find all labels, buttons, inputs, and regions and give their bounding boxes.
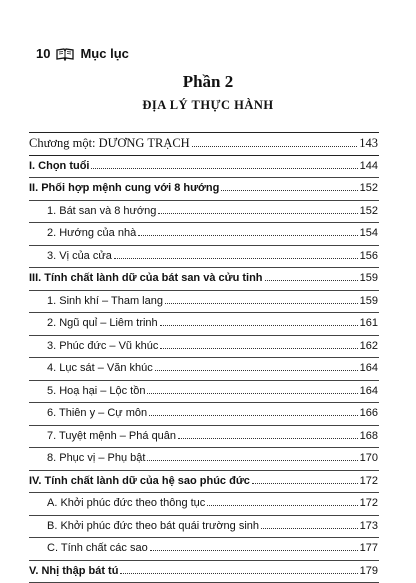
part-title: Phần 2 [0,72,416,92]
dot-leader [114,249,358,259]
toc-row-item[interactable] [29,246,379,269]
toc-row-item[interactable] [29,336,379,359]
toc-page-number: 144 [360,156,379,178]
toc-label: 4. Lục sát – Văn khúc [47,358,153,380]
toc-row-section[interactable] [29,471,379,494]
toc-row-item[interactable] [29,313,379,336]
toc-row-item[interactable] [29,358,379,381]
dot-leader [207,496,357,506]
toc-row-item[interactable] [29,538,379,561]
toc-row-item[interactable] [29,223,379,246]
toc-label: 2. Hướng của nhà [47,223,136,245]
toc-row-item[interactable] [29,493,379,516]
toc-label: 2. Ngũ quỉ – Liêm trinh [47,313,158,335]
toc-label: 1. Bát san và 8 hướng [47,201,156,223]
dot-leader [178,429,358,439]
toc-label: A. Khởi phúc đức theo thông tục [47,493,205,515]
toc-page-number: 179 [360,561,379,583]
toc-page-number: 161 [360,313,379,335]
toc-page-number: 172 [360,471,379,493]
toc-page-number: 143 [359,133,379,155]
dot-leader [147,384,357,394]
toc-row-item[interactable] [29,448,379,471]
dot-leader [138,226,357,236]
dot-leader [221,181,357,191]
toc-label: III. Tính chất lành dữ của bát san và cửu tinh [29,268,263,290]
toc-page-number: 168 [360,426,379,448]
toc-page-number: 172 [360,493,379,515]
dot-leader [192,137,358,147]
toc-row-section[interactable] [29,156,379,179]
toc-page-number: 164 [360,358,379,380]
toc-page-number: 164 [360,381,379,403]
toc-page-number: 166 [360,403,379,425]
toc-page-number: 159 [360,291,379,313]
dot-leader [160,316,358,326]
toc-label: V. Nhị thập bát tú [29,561,118,583]
dot-leader [150,541,358,551]
toc-row-item[interactable] [29,426,379,449]
toc-row-item[interactable] [29,201,379,224]
dot-leader [160,339,357,349]
table-of-contents [29,132,379,583]
toc-label: 6. Thiên y – Cự môn [47,403,147,425]
header-title: Mục lục [80,46,128,61]
dot-leader [91,159,357,169]
toc-row-item[interactable] [29,381,379,404]
dot-leader [149,406,358,416]
toc-label: B. Khởi phúc đức theo bát quái trường sinh [47,516,259,538]
toc-row-chapter[interactable] [29,133,379,156]
dot-leader [252,474,358,484]
toc-page-number: 159 [360,268,379,290]
toc-label: 1. Sinh khí – Tham lang [47,291,163,313]
book-icon [56,47,74,61]
toc-label: 5. Hoạ hại – Lộc tồn [47,381,145,403]
toc-row-item[interactable] [29,403,379,426]
toc-label: 8. Phục vị – Phụ bật [47,448,145,470]
toc-label: Chương một: DƯƠNG TRẠCH [29,133,190,155]
dot-leader [165,294,358,304]
toc-label: 7. Tuyệt mệnh – Phá quân [47,426,176,448]
toc-row-item[interactable] [29,516,379,539]
toc-label: IV. Tính chất lành dữ của hệ sao phúc đức [29,471,250,493]
toc-row-section[interactable] [29,178,379,201]
dot-leader [158,204,357,214]
toc-page-number: 152 [360,201,379,223]
toc-page-number: 152 [360,178,379,200]
toc-page-number: 162 [360,336,379,358]
toc-page-number: 173 [360,516,379,538]
dot-leader [261,519,358,529]
toc-label: II. Phối hợp mệnh cung với 8 hướng [29,178,219,200]
toc-row-section[interactable] [29,268,379,291]
dot-leader [155,361,358,371]
page-number: 10 [36,46,50,61]
toc-page-number: 154 [360,223,379,245]
toc-row-item[interactable] [29,291,379,314]
toc-row-section[interactable] [29,561,379,583]
toc-label: 3. Phúc đức – Vũ khúc [47,336,158,358]
toc-label: 3. Vị của cửa [47,246,112,268]
toc-page-number: 170 [360,448,379,470]
toc-label: I. Chọn tuổi [29,156,89,178]
toc-label: C. Tính chất các sao [47,538,148,560]
toc-page-number: 177 [360,538,379,560]
part-subtitle: ĐỊA LÝ THỰC HÀNH [0,98,416,113]
dot-leader [147,451,357,461]
page-header [36,46,129,61]
toc-page-number: 156 [360,246,379,268]
dot-leader [265,271,358,281]
